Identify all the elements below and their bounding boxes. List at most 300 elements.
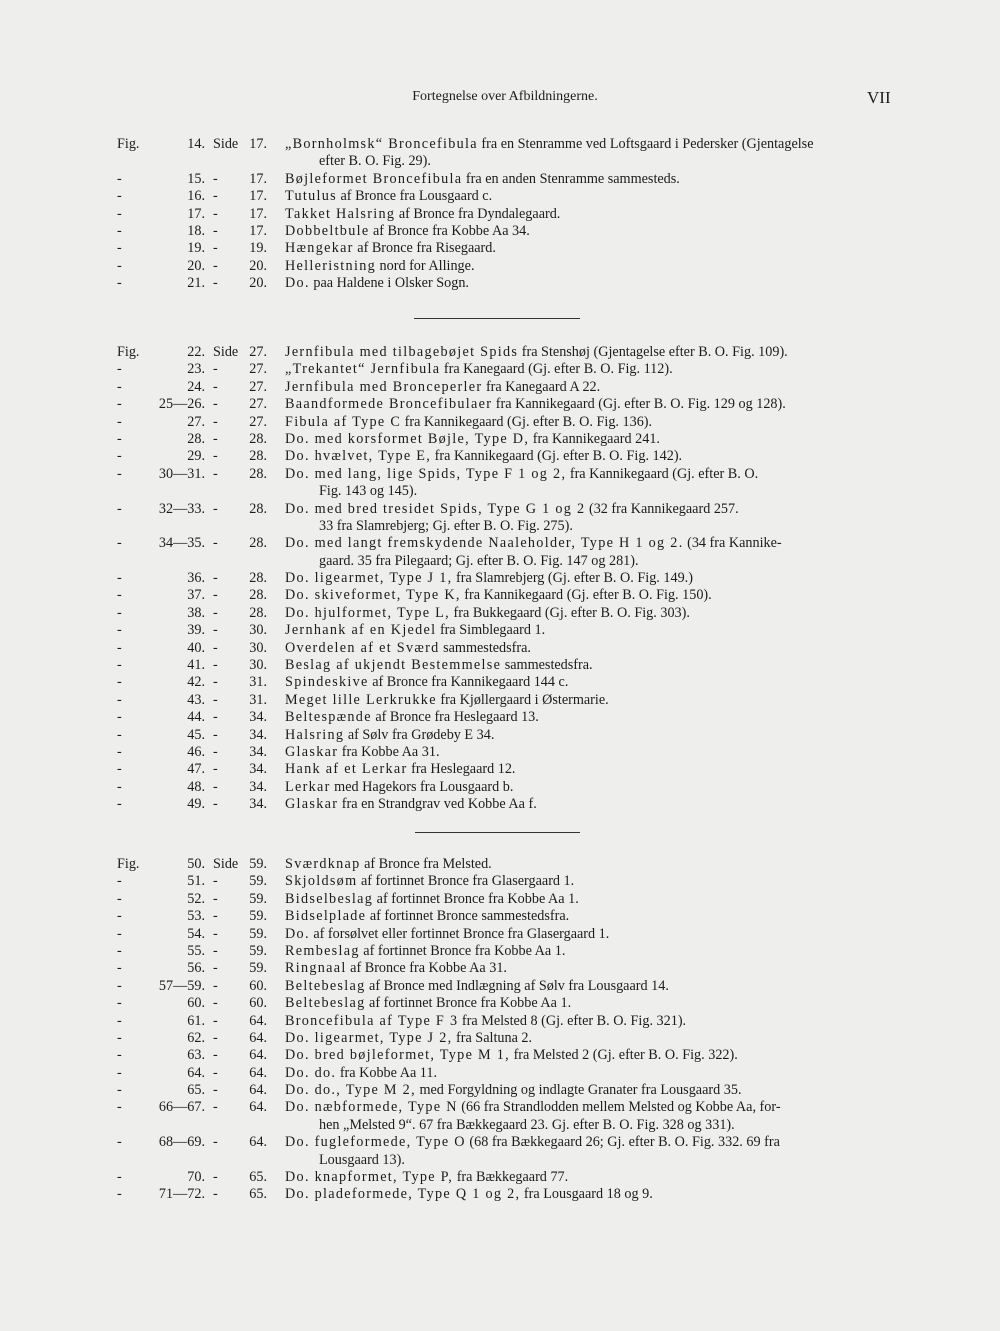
object-name: Do. hvælvet, Type E, bbox=[285, 448, 432, 465]
side-number: 30. bbox=[249, 639, 267, 656]
object-name: Jernhank af en Kjedel bbox=[285, 622, 437, 639]
description-text: af fortinnet Bronce fra Glasergaard 1. bbox=[357, 873, 575, 890]
entry-line bbox=[0, 727, 1000, 744]
figure-number: 70. bbox=[187, 1169, 205, 1186]
entry-line bbox=[0, 622, 1000, 639]
side-label: - bbox=[213, 960, 218, 977]
side-number: 27. bbox=[249, 413, 267, 430]
object-name: Sværdknap bbox=[285, 856, 361, 872]
figure-entry bbox=[0, 796, 1000, 813]
object-name: „Bornholmsk“ Broncefibula bbox=[285, 136, 478, 152]
figure-entry bbox=[0, 361, 1000, 378]
figure-entry bbox=[0, 692, 1000, 709]
side-number: 31. bbox=[249, 691, 267, 708]
figure-description bbox=[285, 206, 560, 223]
description-text: (68 fra Bækkegaard 26; Gj. efter B. O. Fig. 332. 69 fra bbox=[465, 1134, 780, 1151]
figure-label: - bbox=[117, 222, 122, 239]
side-number: 64. bbox=[249, 1012, 267, 1029]
figure-number: 41. bbox=[187, 657, 205, 674]
figure-number: 29. bbox=[187, 448, 205, 465]
figure-number: 40. bbox=[187, 639, 205, 656]
figure-entry bbox=[0, 908, 1000, 925]
description-text: af Sølv fra Grødeby E 34. bbox=[344, 726, 495, 743]
figure-label: - bbox=[117, 1099, 122, 1116]
figure-number: 65. bbox=[187, 1082, 205, 1099]
figure-description bbox=[285, 640, 531, 657]
description-text: (66 fra Strandlodden mellem Melsted og Kobbe Aa, for- bbox=[457, 1099, 781, 1116]
figure-entry bbox=[0, 873, 1000, 890]
entry-line bbox=[0, 414, 1000, 431]
figure-label: Fig. bbox=[117, 136, 140, 152]
figure-label: - bbox=[117, 1047, 122, 1064]
description-text: af Bronce fra Risegaard. bbox=[353, 240, 496, 257]
description-text: fra Kanegaard A 22. bbox=[482, 378, 601, 395]
side-number: 59. bbox=[249, 942, 267, 959]
side-label: - bbox=[213, 942, 218, 959]
figure-number: 47. bbox=[187, 761, 205, 778]
figure-entry bbox=[0, 926, 1000, 943]
description-text: fra Bukkegaard (Gj. efter B. O. Fig. 303). bbox=[449, 604, 690, 621]
object-name: Skjoldsøm bbox=[285, 873, 358, 890]
figure-entry bbox=[0, 206, 1000, 223]
figure-description bbox=[285, 136, 814, 153]
side-number: 28. bbox=[249, 535, 267, 552]
side-label: - bbox=[213, 977, 218, 994]
description-text: af fortinnet Bronce fra Kobbe Aa 1. bbox=[365, 995, 572, 1012]
figure-description bbox=[285, 943, 565, 960]
side-number: 28. bbox=[249, 448, 267, 465]
description-text: af Bronce fra Melsted. bbox=[360, 856, 492, 872]
figure-number: 32—33. bbox=[158, 500, 205, 517]
side-number: 20. bbox=[249, 257, 267, 274]
object-name: Rembeslag bbox=[285, 942, 360, 959]
side-number: 28. bbox=[249, 604, 267, 621]
object-name: Beltebeslag bbox=[285, 995, 366, 1012]
description-text: med Forgyldning og indlagte Granater fra Lousgaard 35. bbox=[415, 1082, 742, 1099]
side-number: 59. bbox=[249, 925, 267, 942]
object-name: Glaskar bbox=[285, 743, 339, 760]
figure-label: - bbox=[117, 925, 122, 942]
figure-number: 52. bbox=[187, 890, 205, 907]
figure-entry bbox=[0, 275, 1000, 292]
figure-number: 19. bbox=[187, 240, 205, 257]
object-name: Do. do. bbox=[285, 1064, 337, 1081]
entry-line bbox=[0, 891, 1000, 908]
entry-line bbox=[0, 960, 1000, 977]
object-name: Do. ligearmet, Type J 2, bbox=[285, 1029, 453, 1046]
figure-number: 61. bbox=[187, 1012, 205, 1029]
figure-number: 51. bbox=[187, 873, 205, 890]
figure-description bbox=[285, 1047, 738, 1064]
figure-description bbox=[285, 258, 475, 275]
figure-label: - bbox=[117, 1029, 122, 1046]
figure-entry bbox=[0, 856, 1000, 873]
entry-line bbox=[0, 501, 1000, 518]
object-name: Beltespænde bbox=[285, 709, 372, 726]
figure-entry bbox=[0, 1099, 1000, 1134]
figure-label: Fig. bbox=[117, 856, 140, 872]
side-number: 27. bbox=[249, 378, 267, 395]
description-text: fra en Strandgrav ved Kobbe Aa f. bbox=[338, 796, 537, 813]
entry-line bbox=[0, 344, 1000, 361]
side-label: - bbox=[213, 674, 218, 691]
description-text: fra Kannikegaard (Gj. efter B. O. Fig. 150). bbox=[460, 587, 712, 604]
entry-line bbox=[0, 361, 1000, 378]
entry-line bbox=[0, 448, 1000, 465]
side-number: 30. bbox=[249, 622, 267, 639]
figure-entry bbox=[0, 709, 1000, 726]
side-label: - bbox=[213, 361, 218, 378]
description-text: fra Bækkegaard 77. bbox=[453, 1169, 569, 1186]
figure-label: - bbox=[117, 587, 122, 604]
side-number: 59. bbox=[249, 856, 267, 872]
figure-label: Fig. bbox=[117, 344, 140, 360]
figure-label: - bbox=[117, 413, 122, 430]
entry-line bbox=[0, 1030, 1000, 1047]
side-label: Side bbox=[213, 344, 239, 360]
side-number: 17. bbox=[249, 170, 267, 187]
entry-line bbox=[0, 1134, 1000, 1151]
figure-number: 62. bbox=[187, 1029, 205, 1046]
figure-description bbox=[285, 1082, 742, 1099]
figure-list-section bbox=[0, 344, 1000, 814]
figure-number: 27. bbox=[187, 413, 205, 430]
figure-number: 49. bbox=[187, 796, 205, 813]
entry-line bbox=[0, 761, 1000, 778]
figure-number: 39. bbox=[187, 622, 205, 639]
object-name: Bøjleformet Broncefibula bbox=[285, 170, 463, 187]
figure-entry bbox=[0, 1082, 1000, 1099]
figure-label: - bbox=[117, 205, 122, 222]
side-label: - bbox=[213, 205, 218, 222]
description-continuation: gaard. 35 fra Pilegaard; Gj. efter B. O. Fig. 147 og 281). bbox=[319, 552, 639, 569]
object-name: Baandformede Broncefibulaer bbox=[285, 396, 493, 413]
figure-entry bbox=[0, 978, 1000, 995]
figure-list-section bbox=[0, 136, 1000, 293]
figure-label: - bbox=[117, 361, 122, 378]
figure-number: 57—59. bbox=[158, 977, 205, 994]
object-name: Lerkar bbox=[285, 778, 331, 795]
side-label: - bbox=[213, 1186, 218, 1203]
figure-entry bbox=[0, 570, 1000, 587]
object-name: Beltebeslag bbox=[285, 977, 366, 994]
object-name: Do. knapformet, Type P, bbox=[285, 1169, 454, 1186]
object-name: Tutulus bbox=[285, 188, 337, 205]
figure-label: - bbox=[117, 448, 122, 465]
description-text: fra Kobbe Aa 11. bbox=[336, 1064, 438, 1081]
object-name: Jernfibula med Bronceperler bbox=[285, 378, 483, 395]
entry-line bbox=[0, 640, 1000, 657]
side-number: 64. bbox=[249, 1082, 267, 1099]
figure-label: - bbox=[117, 761, 122, 778]
figure-label: - bbox=[117, 977, 122, 994]
description-text: fra Kobbe Aa 31. bbox=[338, 743, 440, 760]
side-label: - bbox=[213, 257, 218, 274]
figure-entry bbox=[0, 466, 1000, 501]
description-text: fra Melsted 8 (Gj. efter B. O. Fig. 321). bbox=[458, 1012, 687, 1029]
description-text: af Bronce fra Lousgaard c. bbox=[336, 188, 493, 205]
entry-line bbox=[0, 171, 1000, 188]
figure-label: - bbox=[117, 639, 122, 656]
figure-label: - bbox=[117, 657, 122, 674]
figure-description bbox=[285, 275, 469, 292]
figure-label: - bbox=[117, 691, 122, 708]
description-continuation: efter B. O. Fig. 29). bbox=[319, 153, 431, 170]
figure-number: 42. bbox=[187, 674, 205, 691]
object-name: Beslag af ukjendt Bestemmelse bbox=[285, 657, 502, 674]
description-text: af Bronce fra Heslegaard 13. bbox=[371, 709, 539, 726]
entry-line bbox=[0, 779, 1000, 796]
side-number: 34. bbox=[249, 743, 267, 760]
figure-description bbox=[285, 856, 492, 873]
figure-description bbox=[285, 657, 593, 674]
entry-line bbox=[0, 926, 1000, 943]
description-text: fra Saltuna 2. bbox=[452, 1029, 533, 1046]
entry-line bbox=[0, 709, 1000, 726]
side-label: - bbox=[213, 1099, 218, 1116]
side-number: 59. bbox=[249, 960, 267, 977]
figure-entry bbox=[0, 1134, 1000, 1169]
entry-continuation-line bbox=[0, 483, 1000, 500]
side-label: - bbox=[213, 925, 218, 942]
figure-number: 36. bbox=[187, 570, 205, 587]
figure-label: - bbox=[117, 778, 122, 795]
entry-line bbox=[0, 188, 1000, 205]
side-label: - bbox=[213, 1012, 218, 1029]
side-label: - bbox=[213, 222, 218, 239]
description-text: fra Slamrebjerg (Gj. efter B. O. Fig. 149.) bbox=[452, 570, 693, 587]
description-text: nord for Allinge. bbox=[375, 257, 475, 274]
figure-entry bbox=[0, 605, 1000, 622]
description-text: fra Kannikegaard (Gj. efter B. O. Fig. 129 og 128). bbox=[492, 396, 786, 413]
entry-line bbox=[0, 908, 1000, 925]
figure-description bbox=[285, 1030, 532, 1047]
side-label: - bbox=[213, 873, 218, 890]
figure-number: 14. bbox=[187, 136, 205, 152]
object-name: Takket Halsring bbox=[285, 205, 396, 222]
description-continuation: 33 fra Slamrebjerg; Gj. efter B. O. Fig. 275). bbox=[319, 517, 573, 534]
figure-description bbox=[285, 1013, 686, 1030]
figure-number: 34—35. bbox=[158, 535, 205, 552]
figure-description bbox=[285, 466, 758, 483]
figure-description bbox=[285, 744, 440, 761]
figure-entry bbox=[0, 136, 1000, 171]
side-label: Side bbox=[213, 136, 239, 152]
side-number: 30. bbox=[249, 657, 267, 674]
entry-line bbox=[0, 240, 1000, 257]
figure-number: 71—72. bbox=[158, 1186, 205, 1203]
figure-number: 66—67. bbox=[158, 1099, 205, 1116]
figure-number: 44. bbox=[187, 709, 205, 726]
figure-entry bbox=[0, 1065, 1000, 1082]
figure-label: - bbox=[117, 378, 122, 395]
figure-entry bbox=[0, 744, 1000, 761]
figure-description bbox=[285, 223, 530, 240]
figure-entry bbox=[0, 674, 1000, 691]
description-text: fra Kannikegaard (Gj. efter B. O. Fig. 142). bbox=[431, 448, 683, 465]
figure-description bbox=[285, 761, 515, 778]
entry-line bbox=[0, 692, 1000, 709]
side-number: 17. bbox=[249, 188, 267, 205]
side-label: - bbox=[213, 465, 218, 482]
object-name: „Trekantet“ Jernfibula bbox=[285, 361, 441, 378]
object-name: Helleristning bbox=[285, 257, 376, 274]
object-name: Glaskar bbox=[285, 796, 339, 813]
figure-entry bbox=[0, 223, 1000, 240]
side-number: 64. bbox=[249, 1047, 267, 1064]
figure-description bbox=[285, 396, 786, 413]
figure-description bbox=[285, 587, 712, 604]
description-text: fra Kanegaard (Gj. efter B. O. Fig. 112). bbox=[440, 361, 673, 378]
entry-line bbox=[0, 223, 1000, 240]
entry-line bbox=[0, 431, 1000, 448]
side-label: - bbox=[213, 587, 218, 604]
side-number: 28. bbox=[249, 430, 267, 447]
side-number: 34. bbox=[249, 778, 267, 795]
description-text: fra Melsted 2 (Gj. efter B. O. Fig. 322). bbox=[510, 1047, 738, 1064]
entry-line bbox=[0, 258, 1000, 275]
figure-description bbox=[285, 779, 513, 796]
description-text: fra Kannikegaard (Gj. efter B. O. Fig. 136). bbox=[401, 413, 653, 430]
figure-number: 45. bbox=[187, 726, 205, 743]
description-text: af Bronce fra Kobbe Aa 34. bbox=[369, 222, 530, 239]
side-label: - bbox=[213, 622, 218, 639]
figure-number: 55. bbox=[187, 942, 205, 959]
figure-entry bbox=[0, 779, 1000, 796]
object-name: Broncefibula af Type F 3 bbox=[285, 1012, 459, 1029]
entry-line bbox=[0, 587, 1000, 604]
entry-continuation-line bbox=[0, 153, 1000, 170]
figure-label: - bbox=[117, 1186, 122, 1203]
figure-label: - bbox=[117, 726, 122, 743]
figure-description bbox=[285, 978, 669, 995]
figure-number: 22. bbox=[187, 344, 205, 360]
description-text: af fortinnet Bronce fra Kobbe Aa 1. bbox=[359, 942, 566, 959]
object-name: Do. ligearmet, Type J 1, bbox=[285, 570, 453, 587]
object-name: Do. bred bøjleformet, Type M 1, bbox=[285, 1047, 511, 1064]
figure-number: 46. bbox=[187, 743, 205, 760]
figure-label: - bbox=[117, 995, 122, 1012]
object-name: Bidselplade bbox=[285, 908, 367, 925]
side-number: 64. bbox=[249, 1064, 267, 1081]
figure-entry bbox=[0, 622, 1000, 639]
figure-entry bbox=[0, 431, 1000, 448]
description-text: af Bronce med Indlægning af Sølv fra Lousgaard 14. bbox=[365, 977, 669, 994]
figure-description bbox=[285, 873, 574, 890]
figure-description bbox=[285, 1065, 437, 1082]
section-divider-1 bbox=[414, 318, 580, 319]
description-text: af Bronce fra Dyndalegaard. bbox=[395, 205, 561, 222]
object-name: Do. bbox=[285, 925, 310, 942]
figure-label: - bbox=[117, 1169, 122, 1186]
side-number: 19. bbox=[249, 240, 267, 257]
side-number: 27. bbox=[249, 344, 267, 360]
side-number: 17. bbox=[249, 222, 267, 239]
side-label: - bbox=[213, 275, 218, 292]
side-number: 17. bbox=[249, 136, 267, 152]
figure-entry bbox=[0, 1013, 1000, 1030]
object-name: Halsring bbox=[285, 726, 345, 743]
description-text: sammestedsfra. bbox=[501, 657, 593, 674]
figure-description bbox=[285, 448, 682, 465]
object-name: Hængekar bbox=[285, 240, 354, 257]
side-label: - bbox=[213, 778, 218, 795]
figure-label: - bbox=[117, 622, 122, 639]
side-label: - bbox=[213, 188, 218, 205]
figure-number: 17. bbox=[187, 205, 205, 222]
object-name: Fibula af Type C bbox=[285, 413, 402, 430]
entry-continuation-line bbox=[0, 518, 1000, 535]
side-number: 65. bbox=[249, 1169, 267, 1186]
figure-description bbox=[285, 414, 652, 431]
description-text: af Bronce fra Kannikegaard 144 c. bbox=[368, 674, 569, 691]
description-text: af fortinnet Bronce sammestedsfra. bbox=[366, 908, 570, 925]
side-number: 59. bbox=[249, 873, 267, 890]
object-name: Do. fugleformede, Type O bbox=[285, 1134, 466, 1151]
figure-number: 15. bbox=[187, 170, 205, 187]
side-label: - bbox=[213, 691, 218, 708]
entry-continuation-line bbox=[0, 1117, 1000, 1134]
side-number: 31. bbox=[249, 674, 267, 691]
figure-description bbox=[285, 171, 680, 188]
object-name: Do. bbox=[285, 275, 310, 292]
side-label: - bbox=[213, 240, 218, 257]
entry-line bbox=[0, 396, 1000, 413]
figure-entry bbox=[0, 535, 1000, 570]
entry-line bbox=[0, 275, 1000, 292]
figure-description bbox=[285, 926, 609, 943]
object-name: Do. med lang, lige Spids, Type F 1 og 2, bbox=[285, 465, 567, 482]
description-continuation: hen „Melsted 9“. 67 fra Bækkegaard 23. Gj. efter B. O. Fig. 328 og 331). bbox=[319, 1116, 735, 1133]
figure-description bbox=[285, 379, 600, 396]
object-name: Overdelen af et Sværd bbox=[285, 639, 440, 656]
entry-line bbox=[0, 995, 1000, 1012]
figure-label: - bbox=[117, 796, 122, 813]
description-text: fra Lousgaard 18 og 9. bbox=[520, 1186, 653, 1203]
figure-number: 60. bbox=[187, 995, 205, 1012]
entry-line bbox=[0, 1082, 1000, 1099]
figure-label: - bbox=[117, 1064, 122, 1081]
description-text: (32 fra Kannikegaard 257. bbox=[585, 500, 739, 517]
entry-continuation-line bbox=[0, 553, 1000, 570]
figure-description bbox=[285, 960, 507, 977]
description-text: fra Stenshøj (Gjentagelse efter B. O. Fig. 109). bbox=[518, 344, 788, 360]
side-label: - bbox=[213, 890, 218, 907]
side-label: - bbox=[213, 500, 218, 517]
figure-description bbox=[285, 891, 579, 908]
description-text: (34 fra Kannike- bbox=[683, 535, 782, 552]
side-number: 34. bbox=[249, 726, 267, 743]
figure-description bbox=[285, 344, 788, 361]
side-label: - bbox=[213, 657, 218, 674]
figure-description bbox=[285, 570, 693, 587]
figure-description bbox=[285, 727, 494, 744]
figure-entry bbox=[0, 727, 1000, 744]
description-text: af fortinnet Bronce fra Kobbe Aa 1. bbox=[373, 890, 579, 907]
figure-description bbox=[285, 240, 496, 257]
entry-continuation-line bbox=[0, 1152, 1000, 1169]
side-label: - bbox=[213, 1082, 218, 1099]
figure-label: - bbox=[117, 465, 122, 482]
side-label: - bbox=[213, 378, 218, 395]
figure-entry bbox=[0, 501, 1000, 536]
figure-list-section bbox=[0, 856, 1000, 1204]
description-text: fra en Stenramme ved Loftsgaard i Pedersker (Gjentagelse bbox=[477, 136, 814, 152]
description-text: med Hagekors fra Lousgaard b. bbox=[330, 778, 514, 795]
figure-number: 23. bbox=[187, 361, 205, 378]
figure-entry bbox=[0, 414, 1000, 431]
figure-description bbox=[285, 622, 545, 639]
